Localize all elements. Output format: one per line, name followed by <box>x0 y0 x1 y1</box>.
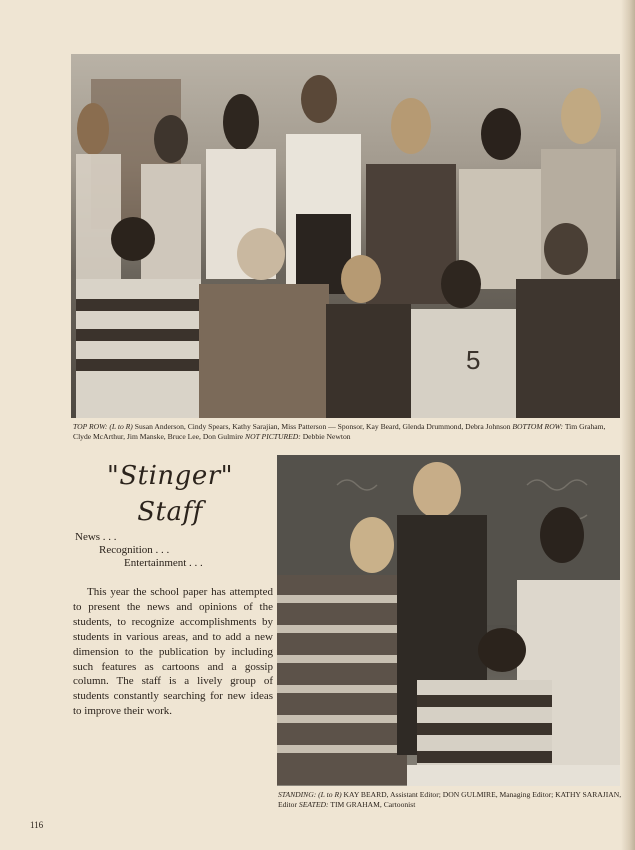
caption-not-pictured-names: Debbie Newton <box>302 432 351 441</box>
group-photo <box>71 54 620 418</box>
caption-standing-names: KAY BEARD, Assistant Editor; DON GULMIRE, Managing Editor; KATHY SARAJIAN, Editor <box>278 790 622 809</box>
caption-top-row-label: TOP ROW: (L to R) <box>73 422 133 431</box>
caption-standing-label: STANDING: (L to R) <box>278 790 342 799</box>
tagline-recognition: Recognition . . . <box>99 544 170 556</box>
page-edge <box>621 0 635 850</box>
staff-photo-caption <box>278 790 623 810</box>
caption-not-pictured-label: NOT PICTURED: <box>245 432 301 441</box>
title-line-staff: Staff <box>137 497 203 527</box>
caption-bottom-row-label: BOTTOM ROW: <box>512 422 564 431</box>
caption-seated-label: SEATED: <box>298 800 329 809</box>
section-title <box>70 458 270 530</box>
body-paragraph: This year the school paper has attempted to present the news and opinions of the students, to recognize accomplishments by students in various areas, and to add a new dimension to the publication by including such features as cartoons and a gossip column. The staff is a lively group of students constantly searching for new ideas to improve their work. <box>73 586 273 718</box>
caption-top-row-names: Susan Anderson, Cindy Spears, Kathy Sarajian, Miss Patterson — Sponsor, Kay Beard, Glenda Drummond, Debra Johnson <box>134 422 511 431</box>
title-line-stinger: "Stinger" <box>106 461 234 491</box>
caption-bottom-row-names: Tim Graham, Clyde McArthur, Jim Manske, Bruce Lee, Don Gulmire <box>73 422 606 441</box>
tagline-entertainment: Entertainment . . . <box>124 557 203 569</box>
staff-photo <box>277 455 620 786</box>
page-number: 116 <box>30 820 44 830</box>
caption-seated-names: TIM GRAHAM, Cartoonist <box>330 800 416 809</box>
top-photo-caption <box>73 422 621 442</box>
tagline-news: News . . . <box>75 531 117 543</box>
svg-text:5: 5 <box>466 345 481 375</box>
